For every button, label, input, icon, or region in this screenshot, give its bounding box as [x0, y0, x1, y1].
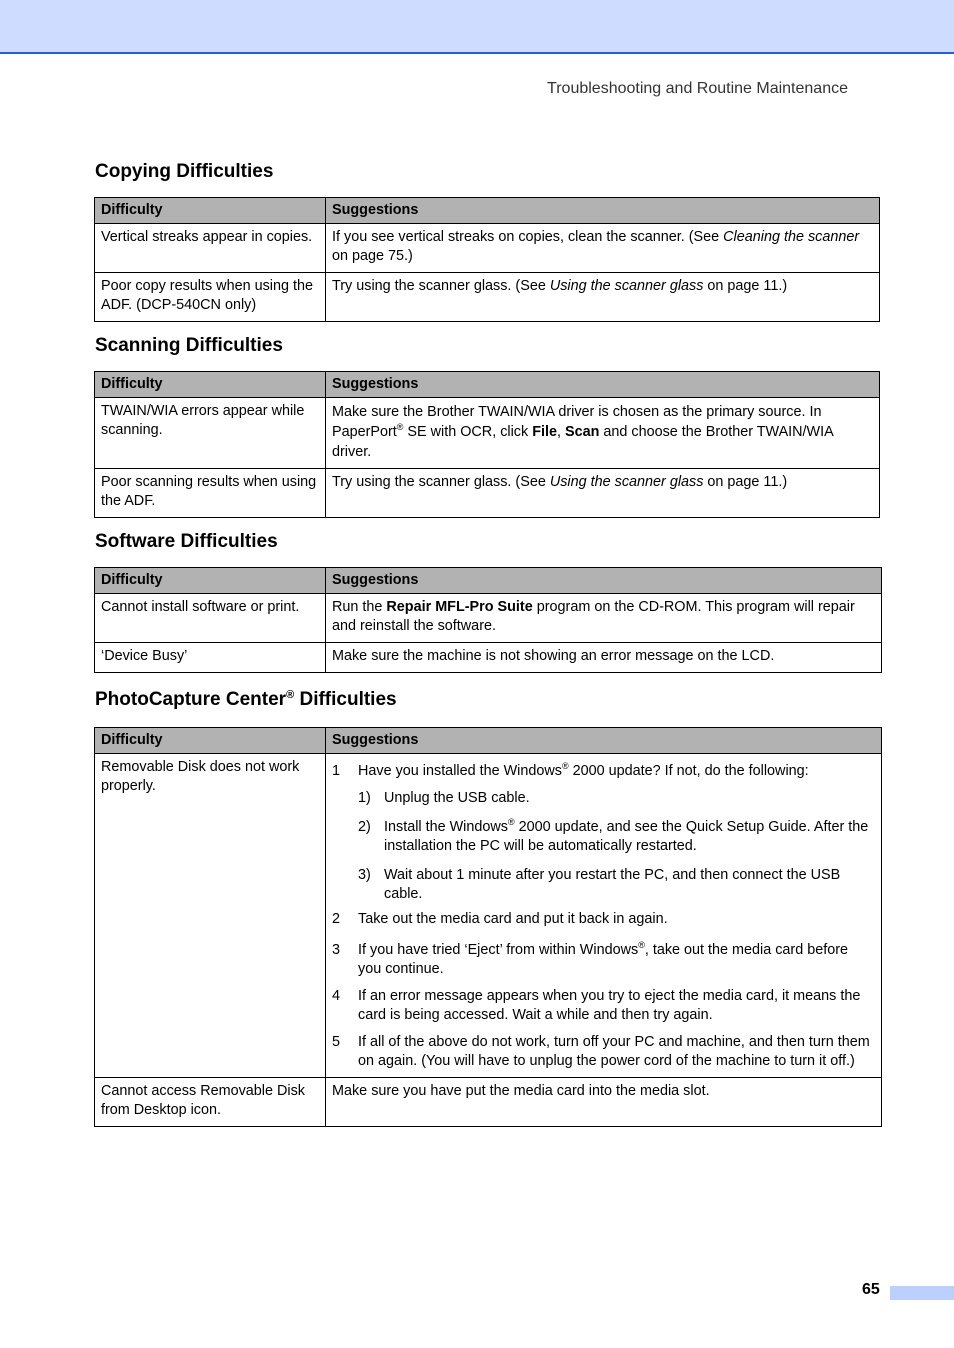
- list-item: 5 If all of the above do not work, turn off your PC and machine, and then turn them on again. (You will have to unplug the power cord of the machine to turn it off.): [332, 1034, 870, 1069]
- substep-list: [358, 789, 875, 904]
- difficulty-cell: Cannot install software or print.: [95, 594, 326, 643]
- header-band: [0, 0, 954, 54]
- difficulty-cell: Poor scanning results when using the ADF.: [95, 469, 326, 518]
- suggestion-cell: Make sure the machine is not showing an error message on the LCD.: [326, 643, 882, 673]
- table-row: [95, 754, 882, 1078]
- table-row: [95, 398, 880, 469]
- list-item: 4 If an error message appears when you try to eject the media card, it means the card is being accessed. Wait a while and then try again.: [332, 988, 861, 1023]
- list-item: 3) Wait about 1 minute after you restart the PC, and then connect the USB cable.: [358, 867, 841, 902]
- table-header-row: [95, 372, 880, 398]
- table-header-row: [95, 198, 880, 224]
- list-item: 2 Take out the media card and put it back in again.: [332, 911, 668, 927]
- difficulty-header: Difficulty: [95, 568, 326, 594]
- copying-table: [94, 197, 880, 322]
- suggestion-cell: Try using the scanner glass. (See Using the scanner glass on page 11.): [326, 273, 880, 322]
- running-header: Troubleshooting and Routine Maintenance: [547, 80, 848, 97]
- table-row: [95, 469, 880, 518]
- difficulty-cell: Removable Disk does not work properly.: [95, 754, 326, 1078]
- suggestion-cell: If you see vertical streaks on copies, clean the scanner. (See Cleaning the scanner on page 75.): [326, 224, 880, 273]
- difficulty-header: Difficulty: [95, 728, 326, 754]
- suggestions-header: Suggestions: [326, 728, 882, 754]
- suggestions-header: Suggestions: [326, 372, 880, 398]
- photocapture-table: [94, 727, 882, 1127]
- registered-mark: ®: [286, 689, 295, 701]
- difficulty-cell: Vertical streaks appear in copies.: [95, 224, 326, 273]
- difficulty-cell: ‘Device Busy’: [95, 643, 326, 673]
- registered-mark: ®: [396, 422, 404, 432]
- difficulty-header: Difficulty: [95, 198, 326, 224]
- photocapture-heading: PhotoCapture Center® Difficulties: [95, 689, 397, 710]
- suggestions-header: Suggestions: [326, 568, 882, 594]
- suggestion-cell: Try using the scanner glass. (See Using the scanner glass on page 11.): [326, 469, 880, 518]
- suggestion-cell: Make sure you have put the media card into the media slot.: [326, 1078, 882, 1127]
- page-number: 65: [862, 1281, 880, 1298]
- copying-heading: Copying Difficulties: [95, 161, 274, 182]
- table-row: [95, 1078, 882, 1127]
- table-row: [95, 273, 880, 322]
- page-tab-marker: [890, 1286, 954, 1300]
- table-row: [95, 594, 882, 643]
- step-list: [332, 762, 875, 1071]
- list-item: 3 If you have tried ‘Eject’ from within Windows®, take out the media card before you continue.: [332, 940, 849, 977]
- cross-reference: Cleaning the scanner: [723, 229, 860, 245]
- suggestion-cell: Run the Repair MFL-Pro Suite program on the CD-ROM. This program will repair and reinstall the software.: [326, 594, 882, 643]
- suggestion-cell: Make sure the Brother TWAIN/WIA driver is chosen as the primary source. In PaperPort® SE with OCR, click File, Scan and choose the Brother TWAIN/WIA driver.: [326, 398, 880, 469]
- difficulty-header: Difficulty: [95, 372, 326, 398]
- list-item: 2) Install the Windows® 2000 update, and see the Quick Setup Guide. After the installation the PC will be automatically restarted.: [358, 817, 869, 854]
- software-heading: Software Difficulties: [95, 531, 278, 552]
- cross-reference: Using the scanner glass: [549, 278, 704, 294]
- software-table: [94, 567, 882, 673]
- scanning-table: [94, 371, 880, 518]
- table-header-row: [95, 568, 882, 594]
- suggestion-cell: [326, 754, 882, 1078]
- list-item: 1 Have you installed the Windows® 2000 update? If not, do the following: 1) Unplug the USB cable. 2) Install the Windows® 2000 update, and see the Quick Setup Guide. After the installation the PC will be automatically restarted. 3) Wait about 1 minute after you restart the PC, and then connect the USB cable.: [332, 762, 875, 908]
- program-name: Repair MFL-Pro Suite: [386, 599, 533, 615]
- difficulty-cell: TWAIN/WIA errors appear while scanning.: [95, 398, 326, 469]
- table-row: [95, 643, 882, 673]
- scanning-heading: Scanning Difficulties: [95, 335, 283, 356]
- difficulty-cell: Poor copy results when using the ADF. (DCP-540CN only): [95, 273, 326, 322]
- suggestions-header: Suggestions: [326, 198, 880, 224]
- table-row: [95, 224, 880, 273]
- list-item: 1) Unplug the USB cable.: [358, 790, 530, 806]
- cross-reference: Using the scanner glass: [549, 474, 704, 490]
- table-header-row: [95, 728, 882, 754]
- difficulty-cell: Cannot access Removable Disk from Desktop icon.: [95, 1078, 326, 1127]
